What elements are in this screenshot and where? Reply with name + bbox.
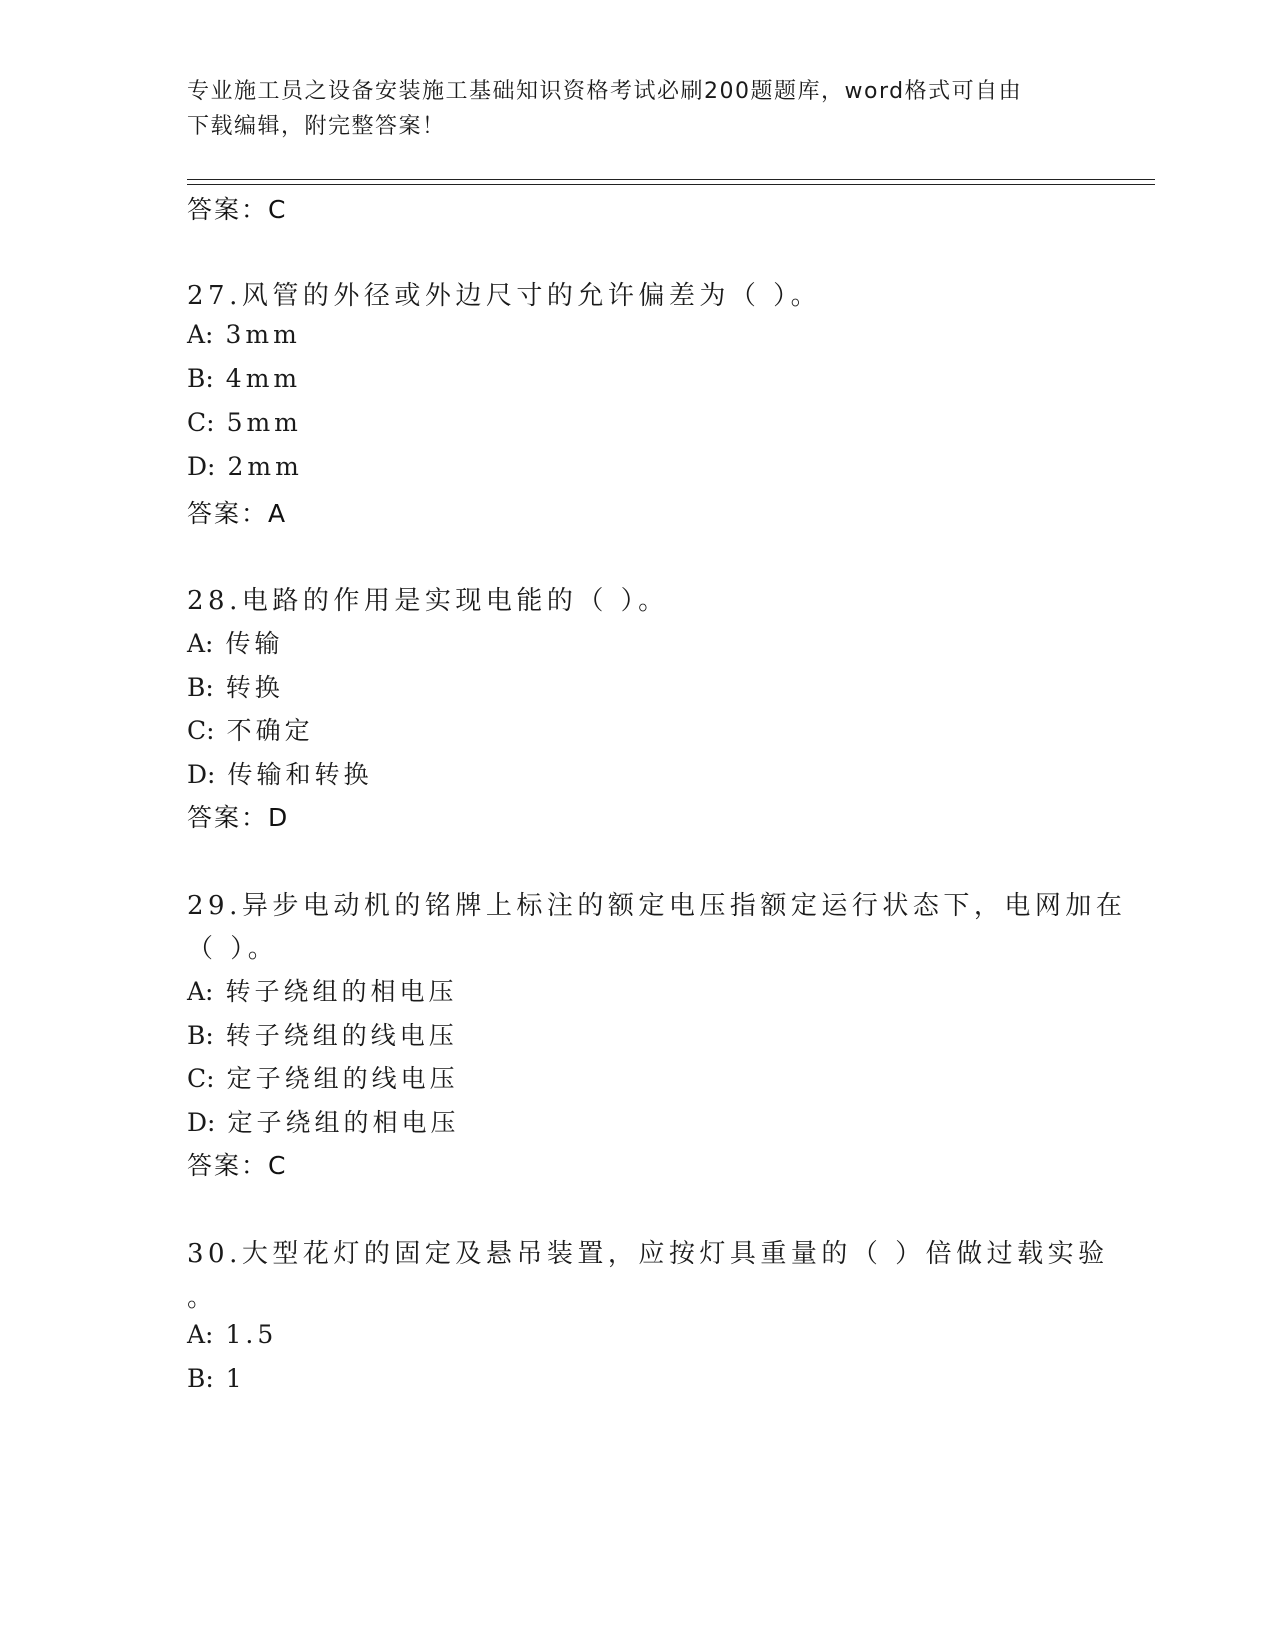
option-text: 5mm bbox=[226, 408, 302, 437]
question-29-option-d bbox=[187, 1103, 459, 1139]
question-30-option-b bbox=[187, 1364, 246, 1393]
option-letter: A: bbox=[187, 1320, 214, 1349]
option-letter: B: bbox=[187, 1364, 214, 1393]
header-line-2: 下载编辑，附完整答案！ bbox=[187, 114, 446, 139]
option-text: 2mm bbox=[227, 452, 303, 481]
option-letter: A: bbox=[187, 629, 214, 658]
question-27-option-b bbox=[187, 364, 301, 393]
option-text: 1 bbox=[225, 1364, 246, 1393]
question-29-stem-line-1: 29.异步电动机的铭牌上标注的额定电压指额定运行状态下，电网加在 bbox=[187, 891, 1127, 921]
question-30-stem-line-2: 。 bbox=[187, 1283, 218, 1313]
question-29-answer: 答案：C bbox=[187, 1151, 288, 1180]
question-27-option-a bbox=[187, 320, 301, 349]
option-text: 1.5 bbox=[225, 1320, 278, 1349]
question-30-stem-line-1: 30.大型花灯的固定及悬吊装置，应按灯具重量的（ ）倍做过载实验 bbox=[187, 1239, 1109, 1269]
option-letter: B: bbox=[187, 364, 214, 393]
option-text: 传输 bbox=[225, 629, 284, 658]
option-letter: A: bbox=[187, 320, 214, 349]
option-letter: D: bbox=[187, 1108, 216, 1137]
document-header bbox=[187, 74, 1087, 144]
question-27-option-c bbox=[187, 408, 302, 437]
question-28-option-d bbox=[187, 755, 372, 791]
header-line-1: 专业施工员之设备安装施工基础知识资格考试必刷200题题库，word格式可自由 bbox=[187, 79, 1023, 104]
question-27-option-d bbox=[187, 452, 303, 481]
option-letter: C: bbox=[187, 408, 215, 437]
option-text: 转换 bbox=[225, 673, 284, 702]
question-29-option-b bbox=[187, 1016, 458, 1052]
question-28-answer: 答案：D bbox=[187, 803, 290, 832]
answer-previous: 答案：C bbox=[187, 195, 288, 224]
question-28-option-b bbox=[187, 668, 284, 704]
option-letter: D: bbox=[187, 760, 216, 789]
option-letter: B: bbox=[187, 673, 214, 702]
option-text: 3mm bbox=[225, 320, 301, 349]
option-text: 传输和转换 bbox=[227, 760, 373, 789]
question-29-option-c bbox=[187, 1059, 459, 1095]
option-letter: B: bbox=[187, 1021, 214, 1050]
option-letter: C: bbox=[187, 716, 215, 745]
question-30-option-a bbox=[187, 1320, 277, 1349]
option-text: 定子绕组的相电压 bbox=[227, 1108, 460, 1137]
question-29-option-a bbox=[187, 972, 458, 1008]
question-27-stem: 27.风管的外径或外边尺寸的允许偏差为（ ）。 bbox=[187, 281, 822, 311]
question-29-stem-line-2: （ ）。 bbox=[187, 934, 279, 964]
header-divider-top bbox=[187, 179, 1155, 180]
question-28-option-a bbox=[187, 624, 284, 660]
question-28-option-c bbox=[187, 711, 314, 747]
option-text: 转子绕组的相电压 bbox=[225, 977, 458, 1006]
question-27-answer: 答案：A bbox=[187, 499, 288, 528]
option-text: 定子绕组的线电压 bbox=[226, 1064, 459, 1093]
option-letter: D: bbox=[187, 452, 216, 481]
option-letter: A: bbox=[187, 977, 214, 1006]
option-text: 转子绕组的线电压 bbox=[225, 1021, 458, 1050]
question-28-stem: 28.电路的作用是实现电能的（ ）。 bbox=[187, 586, 669, 616]
option-text: 不确定 bbox=[226, 716, 314, 745]
option-letter: C: bbox=[187, 1064, 215, 1093]
option-text: 4mm bbox=[225, 364, 302, 393]
header-divider-bottom bbox=[187, 184, 1155, 185]
